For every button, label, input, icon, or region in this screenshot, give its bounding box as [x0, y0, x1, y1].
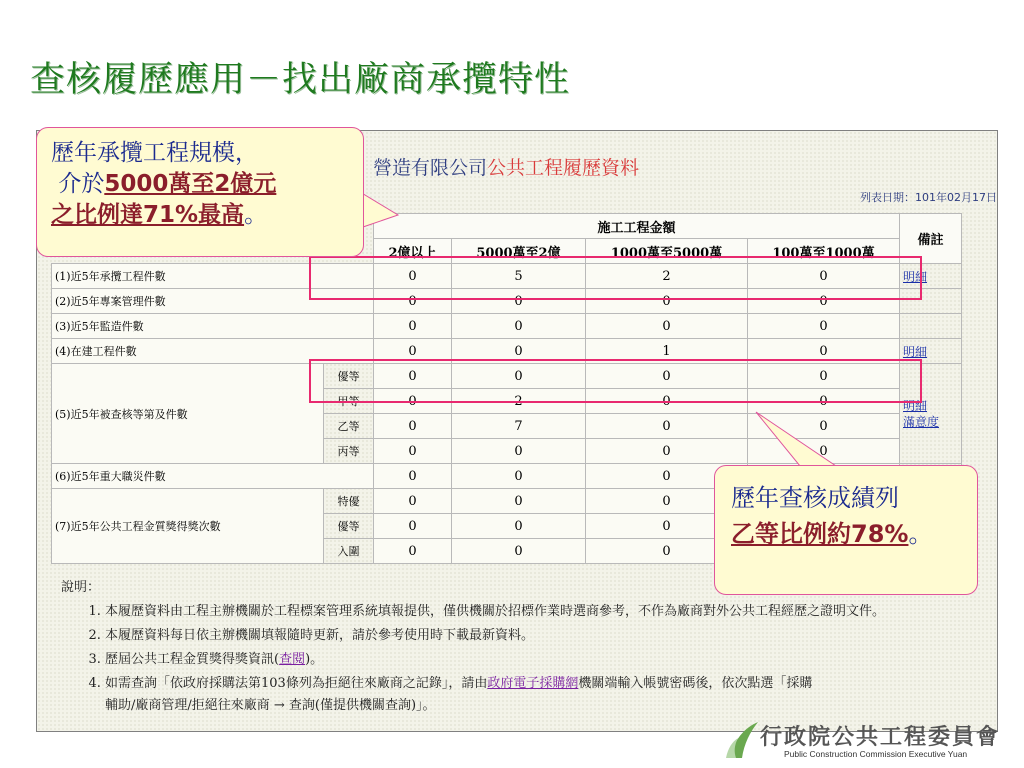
- cell-value: 0: [374, 389, 452, 414]
- cell-value: 0: [374, 339, 452, 364]
- org-name-en: Public Construction Commission Executive Yuan: [784, 749, 968, 759]
- cell-value: 0: [586, 314, 748, 339]
- cell-value: 0: [374, 264, 452, 289]
- callout-contract-scale: [36, 127, 364, 257]
- callout1-text: [51, 138, 351, 231]
- cell-value: 0: [586, 539, 748, 564]
- cell-value: 0: [374, 289, 452, 314]
- grade-label: 甲等: [324, 389, 374, 414]
- callout2-pointer: [756, 412, 836, 466]
- callout2-emphasis: 乙等比例約78%: [731, 520, 909, 548]
- resume-title: 公共工程履歷資料: [487, 157, 640, 179]
- cell-value: 0: [452, 539, 586, 564]
- group-header: 施工工程金額: [374, 214, 900, 239]
- cell-value: 0: [374, 364, 452, 389]
- cell-value: 0: [374, 514, 452, 539]
- cell-value: 0: [452, 314, 586, 339]
- grade-label: 優等: [324, 514, 374, 539]
- cell-value: 0: [748, 314, 900, 339]
- cell-value: 0: [452, 464, 586, 489]
- cell-value: 0: [586, 514, 748, 539]
- row-label: (2)近5年專案管理件數: [52, 289, 374, 314]
- cell-value: 2: [586, 264, 748, 289]
- note-item: 1. 本履歷資料由工程主辦機關於工程標案管理系統填報提供，僅供機關於招標作業時選商參考，不作為廠商對外公共工程經歷之證明文件。: [105, 601, 991, 623]
- cell-value: 0: [374, 414, 452, 439]
- cell-value: 0: [748, 414, 900, 439]
- row-label: (4)在建工程件數: [52, 339, 374, 364]
- cell-value: 0: [374, 464, 452, 489]
- grade-label: 入圍: [324, 539, 374, 564]
- grade-label: 乙等: [324, 414, 374, 439]
- grade-label: 丙等: [324, 439, 374, 464]
- list-date: 列表日期：101年02月17日: [860, 191, 997, 204]
- cell-value: 0: [452, 364, 586, 389]
- cell-value: 0: [586, 414, 748, 439]
- callout1-pointer: [360, 192, 398, 228]
- remark-header: 備註: [900, 214, 962, 264]
- row-label: (5)近5年被查核等第及件數: [52, 364, 324, 464]
- col-header: 1000萬至5000萬: [586, 239, 748, 264]
- org-name-zh: 行政院公共工程委員會: [760, 725, 1001, 750]
- detail-link[interactable]: 明細: [903, 269, 928, 284]
- cell-value: 0: [586, 364, 748, 389]
- cell-value: 0: [452, 514, 586, 539]
- col-header: 2億以上: [374, 239, 452, 264]
- cell-value: 0: [452, 289, 586, 314]
- grade-label: 特優: [324, 489, 374, 514]
- cell-value: 1: [586, 339, 748, 364]
- callout1-emphasis: 5000萬至2億元: [104, 171, 277, 197]
- note-item: 2. 本履歷資料每日依主辦機關填報隨時更新，請於參考使用時下載最新資料。: [105, 625, 991, 647]
- cell-value: 0: [586, 439, 748, 464]
- callout2-text-post: 。: [908, 520, 933, 548]
- callout-audit-grade: [714, 465, 978, 595]
- e-procurement-link[interactable]: 政府電子採購網: [487, 676, 579, 691]
- cell-value: 0: [748, 339, 900, 364]
- cell-value: 0: [452, 439, 586, 464]
- cell-value: 0: [748, 289, 900, 314]
- cell-value: 7: [452, 414, 586, 439]
- cell-value: 0: [586, 289, 748, 314]
- detail-link[interactable]: 明細: [903, 398, 928, 413]
- cell-value: 0: [748, 389, 900, 414]
- cell-value: 0: [586, 464, 748, 489]
- callout2-line1: 歷年查核成績列: [731, 484, 899, 512]
- cell-value: 0: [374, 539, 452, 564]
- callout1-line2: [51, 169, 351, 200]
- cell-value: 0: [748, 439, 900, 464]
- note-text: 輔助/廠商管理/拒絕往來廠商 → 查詢(僅提供機關查詢)」。: [105, 698, 436, 713]
- cell-value: 5: [452, 264, 586, 289]
- row-label: (3)近5年監造件數: [52, 314, 374, 339]
- company-name: 營造有限公司: [373, 157, 488, 179]
- cell-value: 0: [374, 314, 452, 339]
- note-text: 歷屆公共工程金質獎得獎資訊(: [105, 652, 280, 667]
- org-logo: [744, 716, 1014, 764]
- cell-value: 0: [748, 364, 900, 389]
- cell-value: 0: [374, 489, 452, 514]
- cell-value: 0: [452, 489, 586, 514]
- row-label: (1)近5年承攬工程件數: [52, 264, 374, 289]
- award-info-link[interactable]: 查閱: [279, 652, 306, 667]
- note-text: )。: [305, 652, 324, 667]
- cell-value: 0: [374, 439, 452, 464]
- leaf-logo-icon: [722, 718, 762, 762]
- cell-value: 2: [452, 389, 586, 414]
- cell-value: 0: [586, 389, 748, 414]
- satisfaction-link[interactable]: 滿意度: [903, 414, 940, 429]
- notes-heading: 說明：: [61, 580, 101, 595]
- detail-link[interactable]: 明細: [903, 344, 928, 359]
- row-label: (7)近5年公共工程金質獎得獎次數: [52, 489, 324, 564]
- row-label: (6)近5年重大職災件數: [52, 464, 374, 489]
- cell-value: 0: [452, 339, 586, 364]
- callout2-text: [731, 480, 971, 552]
- grade-label: 優等: [324, 364, 374, 389]
- cell-value: 0: [748, 264, 900, 289]
- callout1-line1: 歷年承攬工程規模，: [51, 140, 258, 166]
- callout2-line2: [731, 516, 971, 552]
- note-text: 如需查詢「依政府採購法第103條列為拒絕往來廠商之記錄」，請由: [105, 676, 488, 691]
- callout1-text-pre: 介於: [58, 171, 105, 197]
- note-text: 機關端輸入帳號密碼後，依次點選「採購: [578, 676, 813, 691]
- col-header: 100萬至1000萬: [748, 239, 900, 264]
- col-header: 5000萬至2億: [452, 239, 586, 264]
- slide-title: 查核履歷應用－找出廠商承攬特性: [30, 60, 571, 100]
- callout1-text-post: 。: [244, 202, 268, 228]
- callout1-line3: [51, 200, 351, 231]
- callout1-emphasis: 之比例達71%最高: [51, 202, 245, 228]
- cell-value: 0: [586, 489, 748, 514]
